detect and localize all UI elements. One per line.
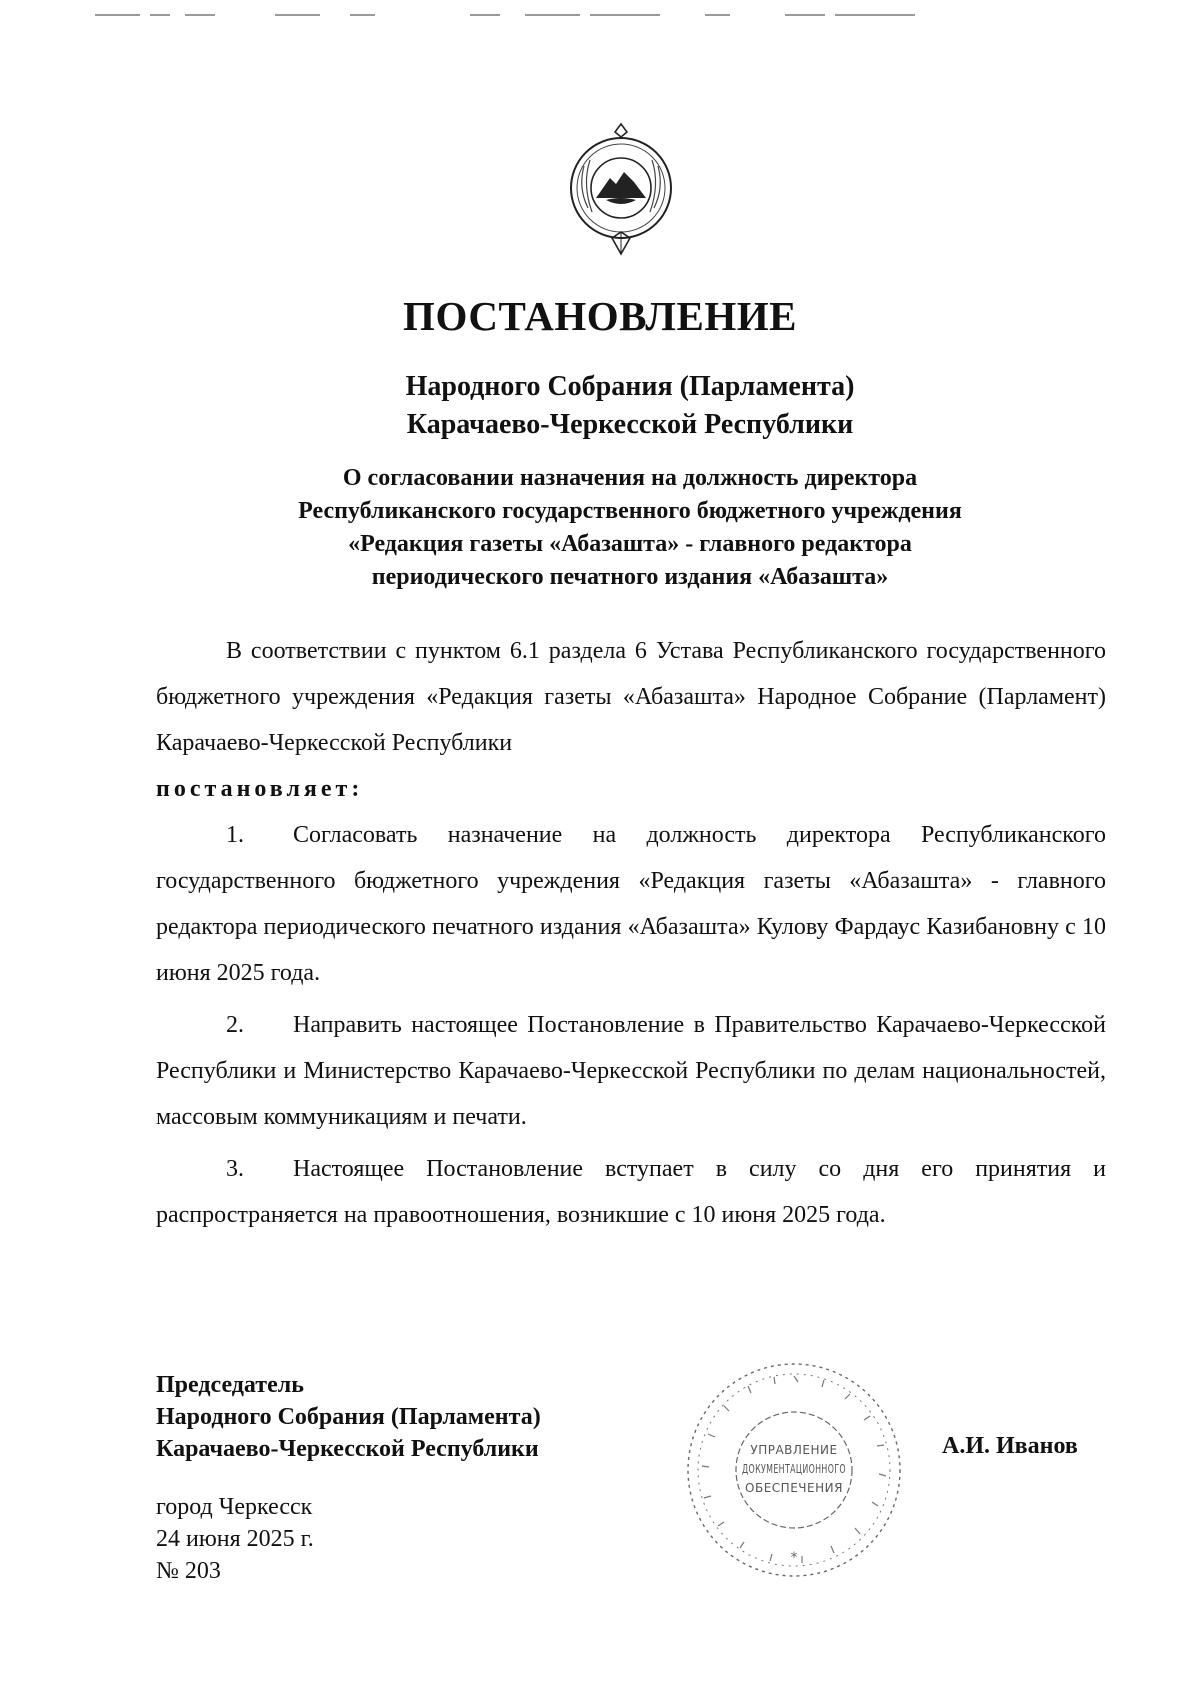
item-number: 3. [226, 1156, 244, 1182]
svg-text:*: * [790, 1550, 798, 1566]
subject-line: периодического печатного издания «Абазашта» [371, 564, 889, 590]
document-body [156, 628, 1106, 1238]
item-text: Настоящее Постановление вступает в силу со дня его принятия и распространяется на правоотношения, возникшие с 10 июня 2025 года. [156, 1156, 1106, 1228]
place: город Черкесск [156, 1494, 313, 1520]
document-subject [150, 462, 1110, 594]
position-line: Карачаево-Черкесской Республики [156, 1436, 539, 1462]
issuer-line: Карачаево-Черкесской Республики [406, 409, 854, 440]
position-line: Народного Собрания (Парламента) [156, 1404, 541, 1430]
item-number: 2. [226, 1012, 244, 1038]
resolution-item [156, 1146, 1106, 1238]
scan-artifact-marks [95, 14, 915, 20]
official-seal-stamp-icon [674, 1350, 914, 1590]
coat-of-arms-icon [566, 120, 676, 260]
document-title: ПОСТАНОВЛЕНИЕ [403, 293, 797, 339]
resolution-item [156, 812, 1106, 996]
item-number: 1. [226, 822, 244, 848]
preamble-paragraph: В соответствии с пунктом 6.1 раздела 6 Устава Республиканского государственного бюджетного учреждения «Редакция газеты «Абазашта» Народное Собрание (Парламент) Карачаево-Черкесской Республики [156, 638, 1106, 756]
item-text: Согласовать назначение на должность директора Республиканского государственного бюджетного учреждения «Редакция газеты «Абазашта» - главного редактора периодического печатного издания «Абазашта» Кулову Фардаус Казибановну с 10 июня 2025 года. [156, 822, 1106, 986]
document-requisites [156, 1491, 314, 1587]
signatory-position [156, 1369, 541, 1465]
position-line: Председатель [156, 1372, 304, 1398]
document-number: № 203 [156, 1558, 221, 1584]
resolution-item [156, 1002, 1106, 1140]
signer-name: А.И. Иванов [942, 1433, 1078, 1459]
stamp-center-line: ДОКУМЕНТАЦИОННОГО [742, 1462, 846, 1476]
date: 24 июня 2025 г. [156, 1526, 314, 1552]
subject-line: О согласовании назначения на должность директора [342, 465, 918, 491]
stamp-center-line: ОБЕСПЕЧЕНИЯ [745, 1481, 843, 1495]
subject-line: Республиканского государственного бюджетного учреждения [298, 498, 962, 524]
stamp-center-line: УПРАВЛЕНИЕ [750, 1443, 838, 1457]
issuer [150, 368, 1110, 444]
item-text: Направить настоящее Постановление в Правительство Карачаево-Черкесской Республики и Министерство Карачаево-Черкесской Республики по делам национальностей, массовым коммуникациям и печати. [156, 1012, 1106, 1130]
resolves-word: постановляет: [156, 776, 364, 802]
subject-line: «Редакция газеты «Абазашта» - главного редактора [348, 531, 912, 557]
issuer-line: Народного Собрания (Парламента) [405, 371, 855, 402]
